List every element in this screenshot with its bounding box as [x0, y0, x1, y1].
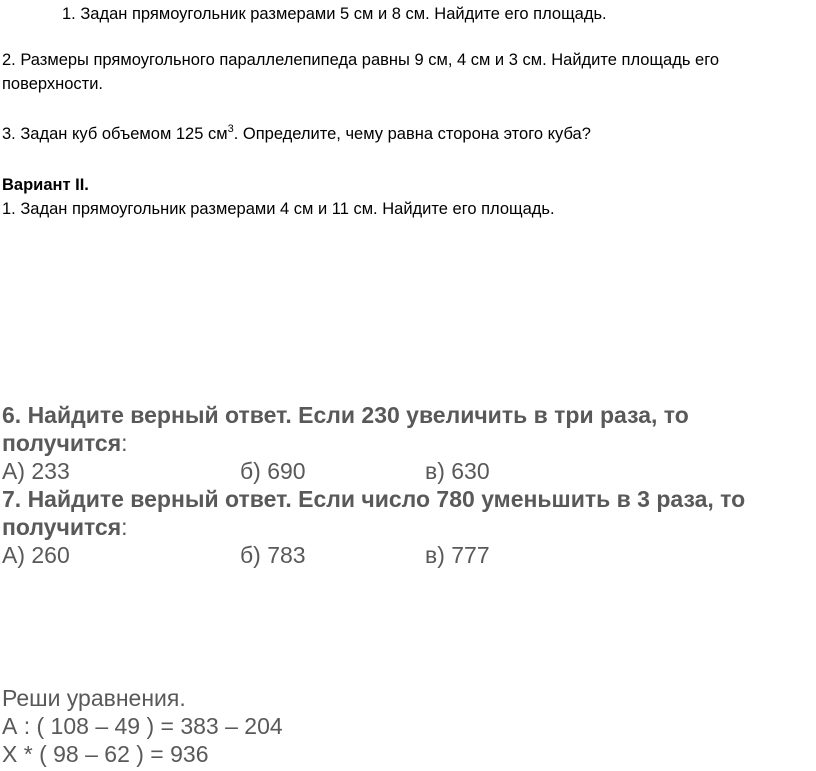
superscript-3: 3	[227, 122, 234, 135]
task-3-text	[2, 122, 591, 144]
question-7-title-word: получится	[2, 514, 122, 540]
question-6-title-word: получится	[2, 430, 122, 456]
equation-2: Х * ( 98 – 62 ) = 936	[2, 741, 209, 767]
question-7-options	[2, 542, 802, 570]
question-6-title-line1: 6. Найдите верный ответ. Если 230 увеличить в три раза, то	[2, 402, 689, 428]
task-3-text-start: 3. Задан куб объемом 125 см	[2, 125, 228, 143]
task-2-text-line1: 2. Размеры прямоугольного параллелепипеда равны 9 см, 4 см и 3 см. Найдите площадь его	[2, 51, 720, 69]
question-6-title-line2	[2, 430, 128, 457]
task-1-text: 1. Задан прямоугольник размерами 5 см и 8 см. Найдите его площадь.	[62, 5, 607, 23]
question-7-colon: :	[121, 514, 128, 540]
question-6-option-b: б) 690	[240, 458, 306, 484]
task-3-text-end: . Определите, чему равна сторона этого куба?	[233, 125, 591, 143]
question-7-option-a: А) 260	[2, 542, 70, 568]
task-2-text-line2: поверхности.	[2, 75, 104, 93]
variant-heading: Вариант II.	[2, 176, 89, 194]
equation-1: А : ( 108 – 49 ) = 383 – 204	[2, 713, 283, 739]
question-7-title-line2	[2, 514, 128, 541]
question-7-title-line1: 7. Найдите верный ответ. Если число 780 уменьшить в 3 раза, то	[2, 486, 746, 512]
question-6-option-c: в) 630	[425, 458, 490, 484]
question-6-option-a: А) 233	[2, 458, 70, 484]
variant-2-task-1-text: 1. Задан прямоугольник размерами 4 см и 11 см. Найдите его площадь.	[2, 200, 555, 218]
question-6-colon: :	[121, 430, 128, 456]
question-7-option-b: б) 783	[240, 542, 306, 568]
question-6-options	[2, 458, 802, 486]
question-7-option-c: в) 777	[425, 542, 490, 568]
equations-heading: Реши уравнения.	[2, 685, 186, 711]
